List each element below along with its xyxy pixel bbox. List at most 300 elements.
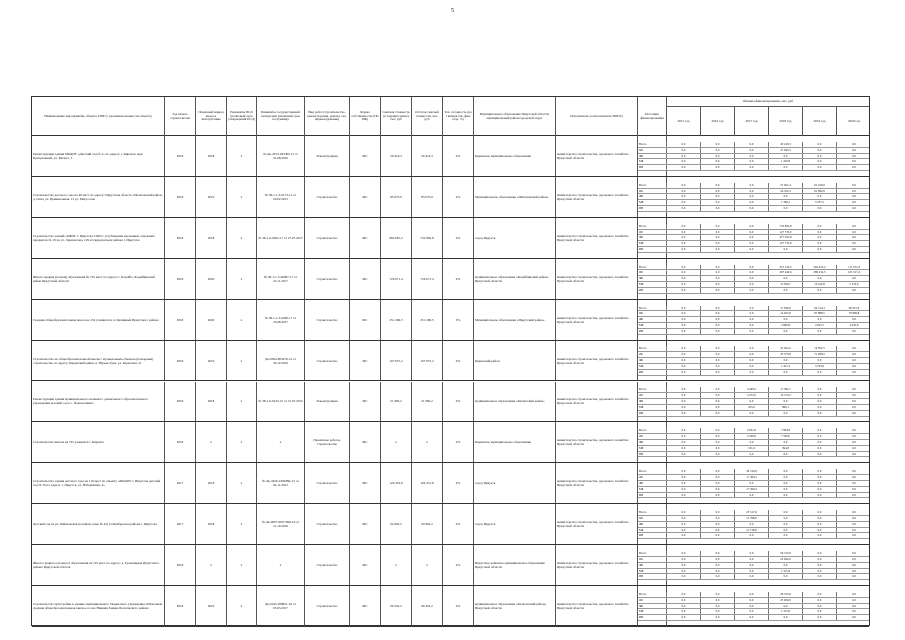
cell-year-start: 2018 <box>165 341 196 381</box>
funding-value: 0,0 <box>701 533 735 538</box>
cell-municipality: город Иркутск <box>474 463 556 503</box>
cell-year-start: 2018 <box>165 259 196 299</box>
funding-value: 0,0 <box>667 206 701 211</box>
funding-value: 0,0 <box>667 405 701 410</box>
funding-source: ОБ <box>638 557 667 562</box>
funding-value: 0,0 <box>852 241 856 246</box>
funding-value: 0,0 <box>803 317 837 322</box>
funding-value: 732 865,8 <box>769 224 803 229</box>
funding-value: 0,0 <box>803 230 837 235</box>
funding-value: 0,0 <box>667 569 701 574</box>
funding-value: 2 631,6 <box>735 428 769 433</box>
funding-value: 0,0 <box>769 615 803 620</box>
funding-value: 0,0 <box>803 452 837 457</box>
funding-value: 0,0 <box>701 270 735 275</box>
funding-value: 0,0 <box>852 486 856 491</box>
funding-value: 0,0 <box>701 224 735 229</box>
table-row <box>32 259 869 300</box>
funding-value: 0,0 <box>852 159 856 164</box>
funding-value: 0,0 <box>769 165 803 170</box>
cell-expertise: № 38-1-6-0223-15 от 15.07.2015 <box>257 382 305 422</box>
funding-value: 0,0 <box>701 563 735 568</box>
funding-value: 0,0 <box>735 364 769 369</box>
funding-value: 29 416,3 <box>769 142 803 147</box>
header-cost-text: Сметная стоимость (в текущих ценах) тыс. руб <box>382 109 410 122</box>
funding-source: ИИ <box>638 165 667 170</box>
funding-value: 0,0 <box>701 241 735 246</box>
funding-value: 0,0 <box>701 358 735 363</box>
header-name-text: Наименование мероприятия, объекта, ППР (с указанием мощности объекта) <box>44 113 152 118</box>
funding-value: 0,0 <box>701 604 735 609</box>
cell-psd: х <box>227 218 257 258</box>
cell-cost: 982 667,2 <box>381 218 412 258</box>
cell-psd: х <box>227 545 257 585</box>
funding-value: 0,0 <box>701 481 735 486</box>
funding-value: 0,0 <box>667 142 701 147</box>
cell-ownership: МС <box>350 136 381 176</box>
funding-source: Всего <box>638 224 667 229</box>
funding-value: 0,0 <box>701 440 735 445</box>
funding-value: 0,0 <box>803 358 837 363</box>
funding-source: ИИ <box>638 206 667 211</box>
funding-value: 0,0 <box>735 142 769 147</box>
funding-source: ОБ <box>638 393 667 398</box>
funding-source: МБ <box>638 323 667 328</box>
funding-value: 0,0 <box>667 551 701 556</box>
funding-source: ИИ <box>638 288 667 293</box>
funding-value: 0,0 <box>667 346 701 351</box>
funding-value: 0,0 <box>769 475 803 480</box>
funding-source: МБ <box>638 364 667 369</box>
cell-plan-year: 2018 <box>196 382 227 422</box>
funding-source: Всего <box>638 469 667 474</box>
funding-value: 0,0 <box>769 481 803 486</box>
cell-expertise: Дк-0304-903476-14 от 29.12.2016 <box>257 341 305 381</box>
cell-expertise: № 38-1-1-3-0172-15 от 20.02.2015 <box>257 177 305 217</box>
funding-source: ИИ <box>638 493 667 498</box>
funding-value: 3 793,6 <box>803 364 837 369</box>
funding-value: 0,0 <box>735 200 769 205</box>
funding-source: ФБ <box>638 194 667 199</box>
funding-value: 0,0 <box>852 399 856 404</box>
cell-psd: х <box>227 259 257 299</box>
funding-value: 0,0 <box>667 200 701 205</box>
cell-plan-year: 2018 <box>196 136 227 176</box>
funding-value: 0,0 <box>701 206 735 211</box>
funding-value: 0,0 <box>735 183 769 188</box>
cell-name: Школа средняя (полная) образования № 725 мест по адресу: г. Бодайбо, Бодайбинский район Иркутской области <box>32 259 165 299</box>
funding-source: ФБ <box>638 276 667 281</box>
cell-executor: министерство строительства, дорожного хозяйства Иркутской области <box>556 422 638 462</box>
funding-value: 0,0 <box>803 428 837 433</box>
funding-value: 0,0 <box>852 147 856 152</box>
funding-row <box>638 493 869 499</box>
funding-value: 0,0 <box>769 370 803 375</box>
cell-readiness: 0% <box>443 422 474 462</box>
header-year-start-text: Год начала строительства <box>170 111 190 120</box>
funding-value: 0,0 <box>803 440 837 445</box>
funding-source: ОБ <box>638 434 667 439</box>
funding-value: 27 945,5 <box>769 148 803 153</box>
funding-value: 0,0 <box>769 528 803 533</box>
funding-value: 0,0 <box>852 287 856 292</box>
cell-ownership: МС <box>350 586 381 626</box>
funding-value: 0,0 <box>852 165 856 170</box>
cell-executor: министерство строительства, дорожного хозяйства Иркутской области <box>556 382 638 422</box>
cell-year-start: 2017 <box>165 463 196 503</box>
funding-value: 0,0 <box>701 247 735 252</box>
cell-name: Строительство зданий «МБОУ г. Иркутска СОШ с углубленным изучением отдельных предметов № 19 по ул. Лермонтова, 129 и Свердловском районе г. Иркутска <box>32 218 165 258</box>
table-row <box>32 136 869 177</box>
funding-value: 0,0 <box>769 358 803 363</box>
funding-source: Всего <box>638 510 667 515</box>
header-psd <box>227 97 257 136</box>
cell-year-start: 2018 <box>165 382 196 422</box>
funding-value: 0,0 <box>769 288 803 293</box>
funding-value: 0,0 <box>701 393 735 398</box>
funding-value: 0,0 <box>852 387 856 392</box>
funding-row <box>638 615 869 621</box>
funding-value: 0,0 <box>852 229 856 234</box>
funding-value: 0,0 <box>852 609 856 614</box>
funding-value: 289 232,5 <box>803 270 837 275</box>
funding-source: ФБ <box>638 235 667 240</box>
funding-source: МБ <box>638 200 667 205</box>
funding-value: 0,0 <box>701 434 735 439</box>
cell-name: Реконструкция здания МКДОУ «Детский сад № 1» по адресу: г. Киренск, мкр Центральный, ул. Мелета, 5 <box>32 136 165 176</box>
cell-cost: 726 671,4 <box>381 259 412 299</box>
funding-value: 0,0 <box>667 452 701 457</box>
header-work-type <box>305 97 350 136</box>
cell-municipality: муниципальное образование «Балаганский район» Иркутской области <box>474 586 556 626</box>
cell-expertise: № Дк-0007-963/7906-16 от 21.10.2016 <box>257 504 305 544</box>
cell-municipality: город Иркутск <box>474 218 556 258</box>
funding-value: 0,0 <box>667 428 701 433</box>
funding-source: ФБ <box>638 358 667 363</box>
funding-source: ФБ <box>638 317 667 322</box>
funding-value: 0,0 <box>667 533 701 538</box>
funding-value: 0,0 <box>803 510 837 515</box>
funding-value: 0,0 <box>852 369 856 374</box>
cell-ownership: МС <box>350 382 381 422</box>
funding-value: 0,0 <box>667 148 701 153</box>
funding-value: 0,0 <box>852 556 856 561</box>
funding-value: 869,1 <box>769 405 803 410</box>
cell-cost: х <box>381 545 412 585</box>
funding-value: 0,0 <box>701 592 735 597</box>
cell-remaining: 251 266,5 <box>412 300 443 340</box>
funding-value: 0,0 <box>701 399 735 404</box>
funding-value: 0,0 <box>735 598 769 603</box>
funding-value: 0,0 <box>701 609 735 614</box>
funding-value: 0,0 <box>735 533 769 538</box>
header-plan-year-text: Плановый период ввода в эксплуатацию <box>198 109 224 122</box>
funding-value: 0,0 <box>803 609 837 614</box>
cell-ownership: МС <box>350 177 381 217</box>
funding-value: 0,0 <box>735 563 769 568</box>
table-row <box>32 504 869 545</box>
funding-row <box>638 165 869 171</box>
cell-readiness: 0% <box>443 545 474 585</box>
cell-plan-year: х <box>196 422 227 462</box>
funding-source: Всего <box>638 346 667 351</box>
funding-value: 0,0 <box>735 370 769 375</box>
funding-source: Всего <box>638 142 667 147</box>
funding-value: 0,0 <box>701 282 735 287</box>
funding-value: 0,0 <box>852 404 856 409</box>
funding-source: МБ <box>638 405 667 410</box>
cell-expertise: № 38-1-6-0202-17 от 27.07.2017 <box>257 218 305 258</box>
funding-source: Всего <box>638 183 667 188</box>
funding-value: 0,0 <box>701 469 735 474</box>
cell-expertise: х <box>257 545 305 585</box>
funding-value: 0,0 <box>852 451 856 456</box>
cell-year-start: 2018 <box>165 177 196 217</box>
funding-value: 0,0 <box>667 276 701 281</box>
cell-work-type: Строительство <box>305 177 350 217</box>
funding-value: 26 315,8 <box>769 551 803 556</box>
funding-value: 0,0 <box>803 399 837 404</box>
funding-value: 0,0 <box>852 328 856 333</box>
funding-value: 0,0 <box>701 346 735 351</box>
funding-value: 394,8 <box>769 446 803 451</box>
funding-value: 0,0 <box>701 235 735 240</box>
funding-value: 477 391,8 <box>769 235 803 240</box>
cell-year-start: 2017 <box>165 504 196 544</box>
funding-value: 0,0 <box>701 428 735 433</box>
cell-remaining: 104 451,8 <box>412 463 443 503</box>
funding-value: 0,0 <box>803 224 837 229</box>
funding-value: 0,0 <box>667 194 701 199</box>
funding-value: 0,0 <box>667 557 701 562</box>
header-executor-text: Исполнитель (соисполнитель НОГП) <box>570 113 623 118</box>
header-remaining <box>412 97 443 136</box>
funding-value: 0,0 <box>769 604 803 609</box>
funding-value: 0,0 <box>735 574 769 579</box>
funding-value: 0,0 <box>667 230 701 235</box>
funding-value: 0,0 <box>701 522 735 527</box>
funding-value: 23 517,6 <box>735 510 769 515</box>
year-2017-header: 2017 год <box>735 106 769 136</box>
funding-value: 0,0 <box>769 276 803 281</box>
cell-remaining: 69 432,2 <box>412 586 443 626</box>
funding-value: 0,0 <box>852 346 856 351</box>
header-municipality <box>474 97 556 136</box>
funding-value: 0,0 <box>701 551 735 556</box>
funding-value: 0,0 <box>667 604 701 609</box>
funding-row <box>638 206 869 212</box>
funding-value: 127 735,0 <box>769 230 803 235</box>
funding-value: 4 499,5 <box>735 387 769 392</box>
funding-value: 25 000,0 <box>769 557 803 562</box>
funding-value: 0,0 <box>667 323 701 328</box>
funding-value: 15 222,8 <box>803 282 837 287</box>
cell-executor: министерство строительства, дорожного хозяйства Иркутской области <box>556 504 638 544</box>
funding-value: 0,0 <box>735 159 769 164</box>
funding-value: 17 360,4 <box>735 475 769 480</box>
cell-executor: министерство строительства, дорожного хозяйства Иркутской области <box>556 177 638 217</box>
funding-value: 0,0 <box>701 323 735 328</box>
funding-value: 0,0 <box>667 434 701 439</box>
funding-value: 80 915,6 <box>848 305 860 310</box>
funding-source: ФБ <box>638 522 667 527</box>
funding-value: 0,0 <box>852 428 856 433</box>
cell-psd: х <box>227 177 257 217</box>
funding-source: ФБ <box>638 563 667 568</box>
cell-expertise: № Дк-3456-2456/ВК-15 от 02.11.2015 <box>257 463 305 503</box>
funding-value: 0,0 <box>803 148 837 153</box>
funding-value: 0,0 <box>701 200 735 205</box>
cell-plan-year: х <box>196 545 227 585</box>
funding-value: 0,0 <box>803 592 837 597</box>
cell-name: Школа среднего (полного) образования на 725 мест по адресу: д. Грановщина Иркутского района Иркутской области <box>32 545 165 585</box>
funding-source: Всего <box>638 265 667 270</box>
cell-psd: х <box>227 586 257 626</box>
cell-expertise: Дк-0165-658851-16 от 03.03.2017 <box>257 586 305 626</box>
funding-value: 15 656,7 <box>769 282 803 287</box>
funding-value: 0,0 <box>701 306 735 311</box>
funding-value: 0,0 <box>667 387 701 392</box>
funding-value: 17 382,7 <box>769 387 803 392</box>
funding-row <box>638 533 869 539</box>
header-source-text: Источник финансирования <box>640 111 664 120</box>
funding-value: 0,0 <box>803 434 837 439</box>
funding-value: 0,0 <box>803 393 837 398</box>
header-remaining-text: Остаток сметной стоимости, тыс. руб <box>415 109 439 122</box>
cell-work-type: Реконструкция <box>305 382 350 422</box>
funding-source: ИИ <box>638 533 667 538</box>
funding-value: 0,0 <box>735 440 769 445</box>
funding-value: 0,0 <box>667 481 701 486</box>
cell-name: Детский сад на ул. Байкальская (в районе дома № 45) в Октябрьском районе г. Иркутска <box>32 504 165 544</box>
funding-value: 2 890,8 <box>769 323 803 328</box>
funding-value: 0,0 <box>769 206 803 211</box>
funding-value: 0,0 <box>769 440 803 445</box>
funding-value: 0,0 <box>735 481 769 486</box>
funding-value: 0,0 <box>769 574 803 579</box>
funding-value: 0,0 <box>852 206 856 211</box>
funding-value: 17 836,6 <box>769 306 803 311</box>
funding-value: 0,0 <box>701 276 735 281</box>
funding-value: 34 720,8 <box>735 469 769 474</box>
cell-executor: министерство строительства, дорожного хозяйства Иркутской области <box>556 300 638 340</box>
funding-value: 0,0 <box>852 352 856 357</box>
funding-value: 0,0 <box>852 141 856 146</box>
cell-ownership: МС <box>350 300 381 340</box>
cell-work-type: Строительство <box>305 586 350 626</box>
funding-source: ИИ <box>638 329 667 334</box>
funding-value: 0,0 <box>735 224 769 229</box>
table-row <box>32 586 869 627</box>
cell-plan-year: 2018 <box>196 504 227 544</box>
funding-source: ФБ <box>638 481 667 486</box>
funding-value: 0,0 <box>852 551 856 555</box>
funding-value: 0,0 <box>803 469 837 474</box>
funding-value: 0,0 <box>769 399 803 404</box>
year-2020-header: 2020 год <box>848 119 860 123</box>
funding-value: 0,0 <box>852 188 856 193</box>
funding-value: 0,0 <box>667 592 701 597</box>
funding-value: 0,0 <box>769 493 803 498</box>
cell-executor: министерство строительства, дорожного хозяйства Иркутской области <box>556 586 638 626</box>
funding-value: 2 500,0 <box>735 434 769 439</box>
funding-value: 0,0 <box>701 569 735 574</box>
funding-source: ОБ <box>638 311 667 316</box>
funding-value: 0,0 <box>803 557 837 562</box>
funding-value: 61 892,8 <box>803 189 837 194</box>
funding-value: 0,0 <box>735 329 769 334</box>
funding-value: 0,0 <box>735 165 769 170</box>
funding-value: 0,0 <box>852 603 856 608</box>
cell-psd: х <box>227 136 257 176</box>
funding-value: 304 455,2 <box>803 265 837 270</box>
cell-work-type: Реконструкция <box>305 136 350 176</box>
funding-value: 0,0 <box>803 551 837 556</box>
cell-cost: 107 657,2 <box>381 341 412 381</box>
funding-value: 0,0 <box>701 528 735 533</box>
funding-value: 0,0 <box>701 189 735 194</box>
cell-municipality: Муниципальное образование «Иркутский район» <box>474 300 556 340</box>
funding-value: 0,0 <box>735 288 769 293</box>
cell-readiness: 0% <box>443 136 474 176</box>
funding-value: 92 514,3 <box>803 306 837 311</box>
cell-plan-year: 2019 <box>196 586 227 626</box>
funding-value: 0,0 <box>769 563 803 568</box>
funding-value: 0,0 <box>667 516 701 521</box>
funding-value: 0,0 <box>852 574 856 579</box>
funding-source: ОБ <box>638 230 667 235</box>
funding-value: 0,0 <box>735 557 769 562</box>
cell-expertise: № Дк-2013-263/ВЗ-15 от 31.08.2016 <box>257 136 305 176</box>
funding-value: 0,0 <box>735 323 769 328</box>
funding-source: ОБ <box>638 516 667 521</box>
funding-value: 0,0 <box>735 452 769 457</box>
cell-name: Строительство детского сада на 40 мест по адресу: Иркутская область, Шелеховский район, д. Олха, ул. Пришкольная, 13 ул. Матросова <box>32 177 165 217</box>
header-plan-year <box>196 97 227 136</box>
cell-name: Строительство школы на 725 учащихся г. Киренск <box>32 422 165 462</box>
funding-value: 0,0 <box>667 288 701 293</box>
funding-value: 0,0 <box>701 142 735 147</box>
funding-value: 0,0 <box>701 265 735 270</box>
funding-value: 0,0 <box>667 224 701 229</box>
funding-value: 0,0 <box>803 493 837 498</box>
funding-source: ИИ <box>638 370 667 375</box>
funding-value: 0,0 <box>667 528 701 533</box>
funding-value: 0,0 <box>667 609 701 614</box>
cell-readiness: 0% <box>443 177 474 217</box>
cell-readiness: 0% <box>443 382 474 422</box>
funding-value: 0,0 <box>735 247 769 252</box>
funding-value: 0,0 <box>701 475 735 480</box>
funding-value: 0,0 <box>735 592 769 597</box>
header-funding <box>667 97 869 136</box>
funding-value: 0,0 <box>735 352 769 357</box>
funding-value: 7 500,0 <box>769 434 803 439</box>
funding-value: 0,0 <box>803 165 837 170</box>
funding-value: 0,0 <box>852 410 856 415</box>
funding-value: 0,0 <box>735 358 769 363</box>
funding-value: 14 925,8 <box>769 311 803 316</box>
funding-value: 7 894,8 <box>769 428 803 433</box>
cell-year-start: 2018 <box>165 300 196 340</box>
funding-source: Всего <box>638 592 667 597</box>
funding-value: 0,0 <box>667 440 701 445</box>
funding-value: 0,0 <box>701 154 735 159</box>
funding-value: 0,0 <box>735 194 769 199</box>
funding-value: 0,0 <box>701 411 735 416</box>
header-expertise <box>257 97 305 136</box>
header-work-type-text: Вид работ (строительство, реконструкция, ремонт, тех. перевооружение) <box>307 109 347 122</box>
